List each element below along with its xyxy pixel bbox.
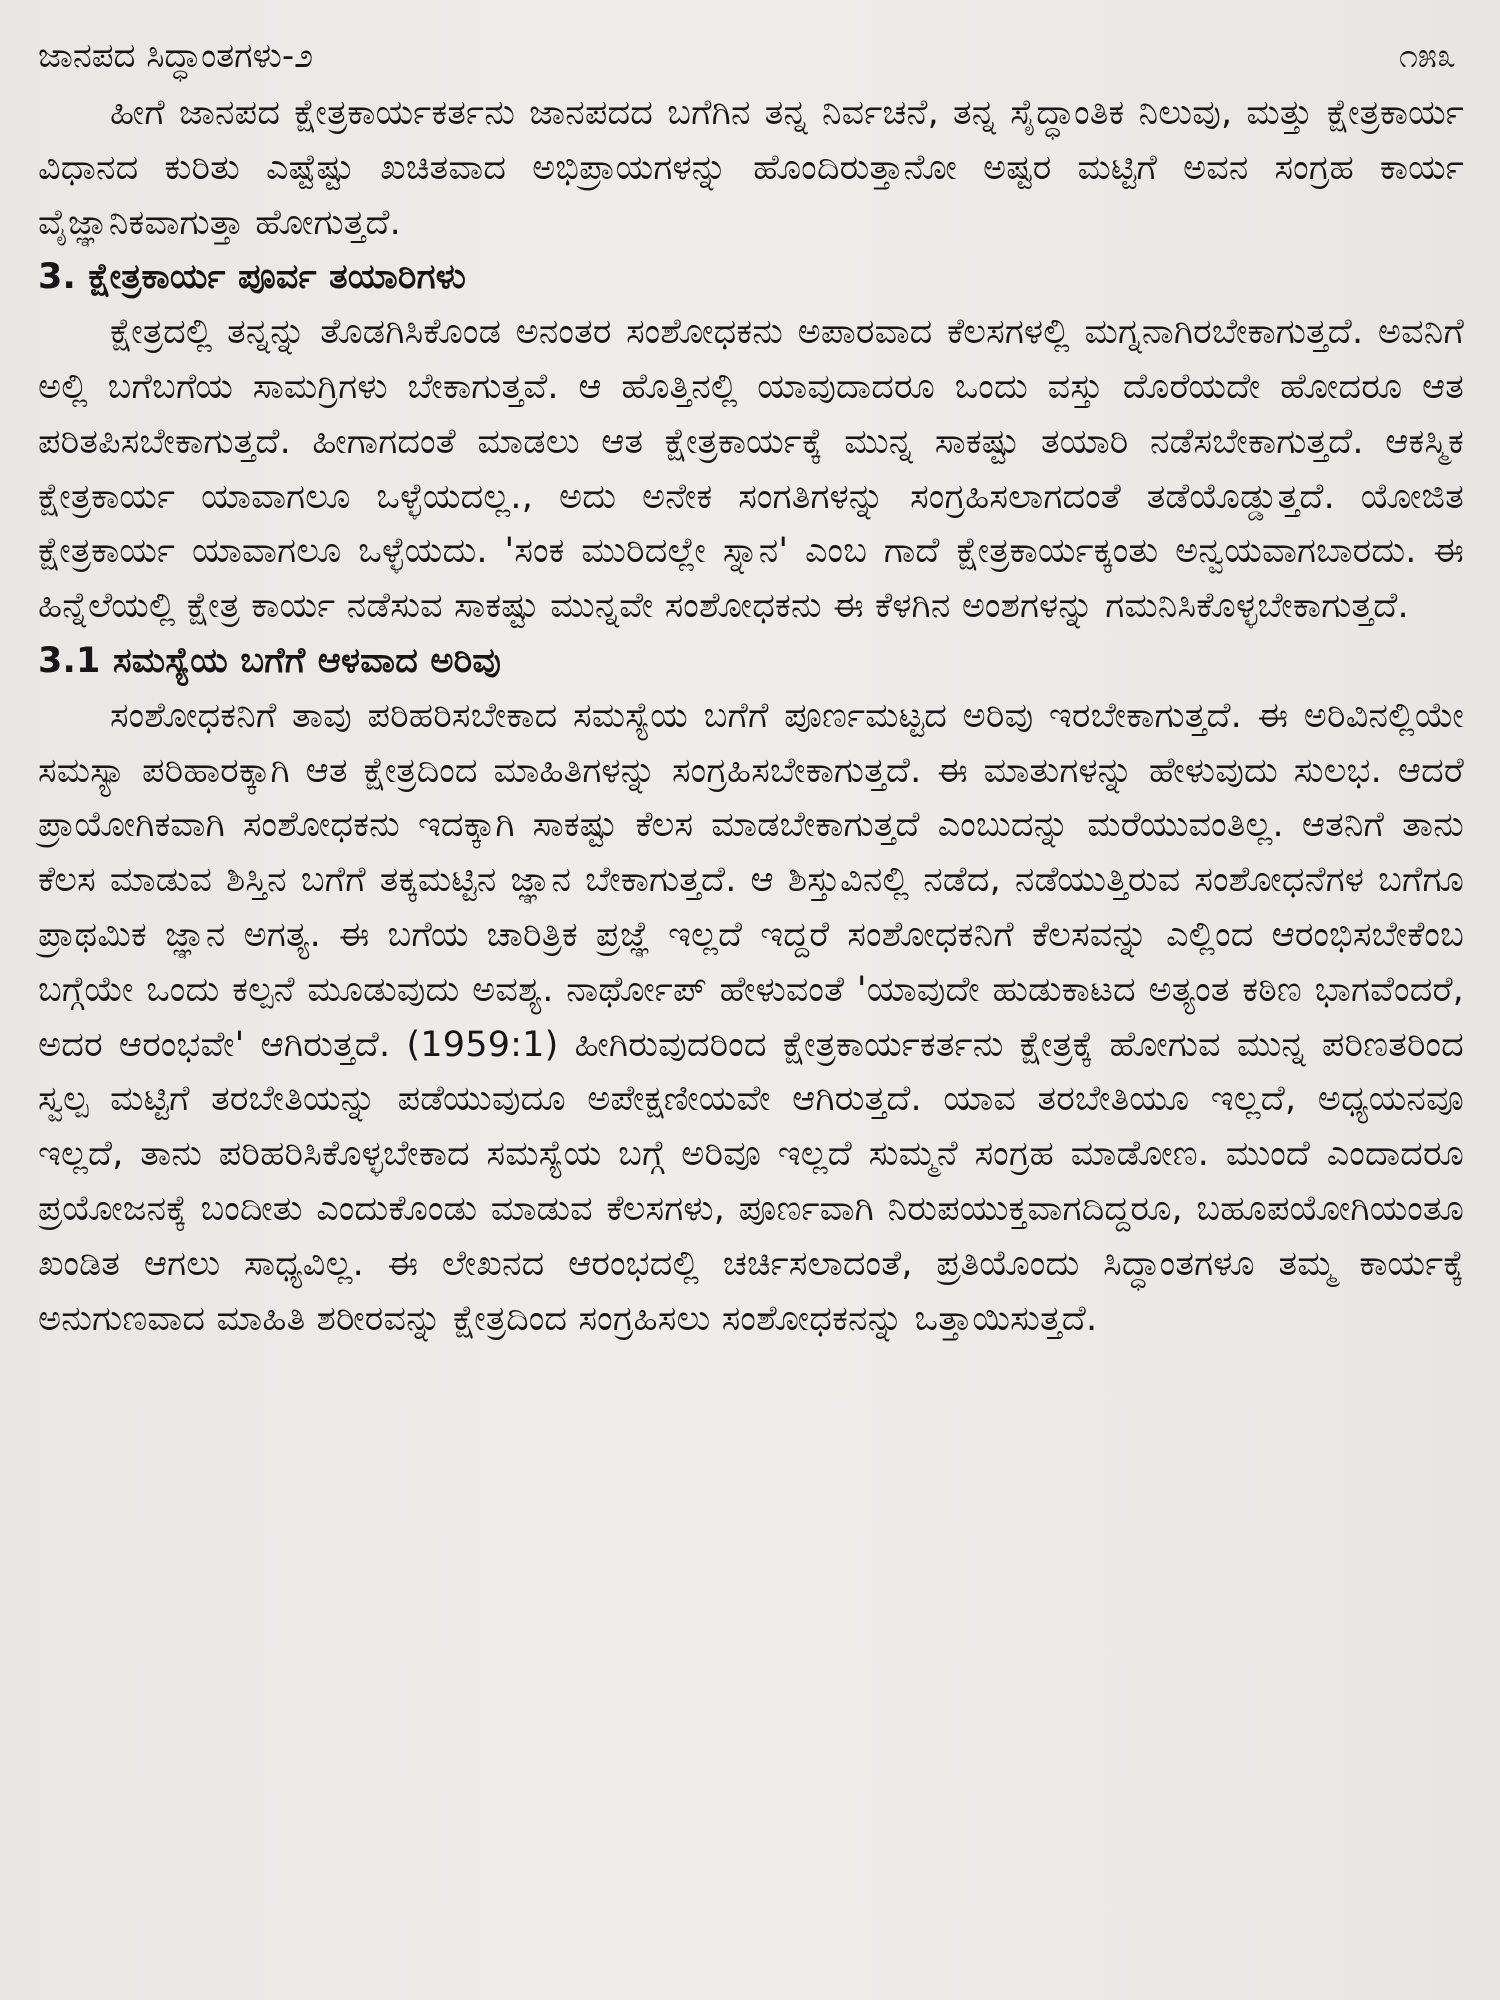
paragraph-preparations: ಕ್ಷೇತ್ರದಲ್ಲಿ ತನ್ನನ್ನು ತೊಡಗಿಸಿಕೊಂಡ ಅನಂತರ ಸಂಶೋಧಕನು ಅಪಾರವಾದ ಕೆಲಸಗಳಲ್ಲಿ ಮಗ್ನನಾಗಿರಬೇಕಾಗುತ್ತದೆ. ಅವನಿಗೆ ಅಲ್ಲಿ ಬಗೆಬಗೆಯ ಸಾಮಗ್ರಿಗಳು ಬೇಕಾಗುತ್ತವೆ. ಆ ಹೊತ್ತಿನಲ್ಲಿ ಯಾವುದಾದರೂ ಒಂದು ವಸ್ತು ದೊರೆಯದೇ ಹೋದರೂ ಆತ ಪರಿತಪಿಸಬೇಕಾಗುತ್ತದೆ. ಹೀಗಾಗದಂತೆ ಮಾಡಲು ಆತ ಕ್ಷೇತ್ರಕಾರ್ಯಕ್ಕೆ ಮುನ್ನ ಸಾಕಷ್ಟು ತಯಾರಿ ನಡೆಸಬೇಕಾಗುತ್ತದೆ. ಆಕಸ್ಮಿಕ ಕ್ಷೇತ್ರಕಾರ್ಯ ಯಾವಾಗಲೂ ಒಳ್ಳೆಯದಲ್ಲ., ಅದು ಅನೇಕ ಸಂಗತಿಗಳನ್ನು ಸಂಗ್ರಹಿಸಲಾಗದಂತೆ ತಡೆಯೊಡ್ಡುತ್ತದೆ. ಯೋಜಿತ ಕ್ಷೇತ್ರಕಾರ್ಯ ಯಾವಾಗಲೂ ಒಳ್ಳೆಯದು. 'ಸಂಕ ಮುರಿದಲ್ಲೇ ಸ್ನಾನ' ಎಂಬ ಗಾದೆ ಕ್ಷೇತ್ರಕಾರ್ಯಕ್ಕಂತು ಅನ್ವಯವಾಗಬಾರದು. ಈ ಹಿನ್ನೆಲೆಯಲ್ಲಿ ಕ್ಷೇತ್ರ ಕಾರ್ಯ ನಡೆಸುವ ಸಾಕಷ್ಟು ಮುನ್ನವೇ ಸಂಶೋಧಕನು ಈ ಕೆಳಗಿನ ಅಂಶಗಳನ್ನು ಗಮನಿಸಿಕೊಳ್ಳಬೇಕಾಗುತ್ತದೆ. xyxy=(38,312,1464,627)
paragraph-intro: ಹೀಗೆ ಜಾನಪದ ಕ್ಷೇತ್ರಕಾರ್ಯಕರ್ತನು ಜಾನಪದದ ಬಗೆಗಿನ ತನ್ನ ನಿರ್ವಚನೆ, ತನ್ನ ಸೈದ್ಧಾಂತಿಕ ನಿಲುವು, ಮತ್ತು ಕ್ಷೇತ್ರಕಾರ್ಯ ವಿಧಾನದ ಕುರಿತು ಎಷ್ಟೆಷ್ಟು ಖಚಿತವಾದ ಅಭಿಪ್ರಾಯಗಳನ್ನು ಹೊಂದಿರುತ್ತಾನೋ ಅಷ್ಟರ ಮಟ್ಟಿಗೆ ಅವನ ಸಂಗ್ರಹ ಕಾರ್ಯ ವೈಜ್ಞಾನಿಕವಾಗುತ್ತಾ ಹೋಗುತ್ತದೆ. xyxy=(38,93,1464,243)
running-header xyxy=(38,28,1464,84)
paragraph-problem-awareness: ಸಂಶೋಧಕನಿಗೆ ತಾವು ಪರಿಹರಿಸಬೇಕಾದ ಸಮಸ್ಯೆಯ ಬಗೆಗೆ ಪೂರ್ಣಮಟ್ಟದ ಅರಿವು ಇರಬೇಕಾಗುತ್ತದೆ. ಈ ಅರಿವಿನಲ್ಲಿಯೇ ಸಮಸ್ಯಾ ಪರಿಹಾರಕ್ಕಾಗಿ ಆತ ಕ್ಷೇತ್ರದಿಂದ ಮಾಹಿತಿಗಳನ್ನು ಸಂಗ್ರಹಿಸಬೇಕಾಗುತ್ತದೆ. ಈ ಮಾತುಗಳನ್ನು ಹೇಳುವುದು ಸುಲಭ. ಆದರೆ ಪ್ರಾಯೋಗಿಕವಾಗಿ ಸಂಶೋಧಕನು ಇದಕ್ಕಾಗಿ ಸಾಕಷ್ಟು ಕೆಲಸ ಮಾಡಬೇಕಾಗುತ್ತದೆ ಎಂಬುದನ್ನು ಮರೆಯುವಂತಿಲ್ಲ. ಆತನಿಗೆ ತಾನು ಕೆಲಸ ಮಾಡುವ ಶಿಸ್ತಿನ ಬಗೆಗೆ ತಕ್ಕಮಟ್ಟಿನ ಜ್ಞಾನ ಬೇಕಾಗುತ್ತದೆ. ಆ ಶಿಸ್ತುವಿನಲ್ಲಿ ನಡೆದ, ನಡೆಯುತ್ತಿರುವ ಸಂಶೋಧನೆಗಳ ಬಗೆಗೂ ಪ್ರಾಥಮಿಕ ಜ್ಞಾನ ಅಗತ್ಯ. ಈ ಬಗೆಯ ಚಾರಿತ್ರಿಕ ಪ್ರಜ್ಞೆ ಇಲ್ಲದೆ ಇದ್ದರೆ ಸಂಶೋಧಕನಿಗೆ ಕೆಲಸವನ್ನು ಎಲ್ಲಿಂದ ಆರಂಭಿಸಬೇಕೆಂಬ ಬಗ್ಗೆಯೇ ಒಂದು ಕಲ್ಪನೆ ಮೂಡುವುದು ಅವಶ್ಯ. ನಾರ್ಥೋಪ್ ಹೇಳುವಂತೆ 'ಯಾವುದೇ ಹುಡುಕಾಟದ ಅತ್ಯಂತ ಕಠಿಣ ಭಾಗವೆಂದರೆ, ಅದರ ಆರಂಭವೇ' ಆಗಿರುತ್ತದೆ. (1959:1) ಹೀಗಿರುವುದರಿಂದ ಕ್ಷೇತ್ರಕಾರ್ಯಕರ್ತನು ಕ್ಷೇತ್ರಕ್ಕೆ ಹೋಗುವ ಮುನ್ನ ಪರಿಣತರಿಂದ ಸ್ವಲ್ಪ ಮಟ್ಟಿಗೆ ತರಬೇತಿಯನ್ನು ಪಡೆಯುವುದೂ ಅಪೇಕ್ಷಣೀಯವೇ ಆಗಿರುತ್ತದೆ. ಯಾವ ತರಬೇತಿಯೂ ಇಲ್ಲದೆ, ಅಧ್ಯಯನವೂ ಇಲ್ಲದೆ, ತಾನು ಪರಿಹರಿಸಿಕೊಳ್ಳಬೇಕಾದ ಸಮಸ್ಯೆಯ ಬಗ್ಗೆ ಅರಿವೂ ಇಲ್ಲದೆ ಸುಮ್ಮನೆ ಸಂಗ್ರಹ ಮಾಡೋಣ. ಮುಂದೆ ಎಂದಾದರೂ ಪ್ರಯೋಜನಕ್ಕೆ ಬಂದೀತು ಎಂದುಕೊಂಡು ಮಾಡುವ ಕೆಲಸಗಳು, ಪೂರ್ಣವಾಗಿ ನಿರುಪಯುಕ್ತವಾಗದಿದ್ದರೂ, ಬಹೂಪಯೋಗಿಯಂತೂ ಖಂಡಿತ ಆಗಲು ಸಾಧ್ಯವಿಲ್ಲ. ಈ ಲೇಖನದ ಆರಂಭದಲ್ಲಿ ಚರ್ಚಿಸಲಾದಂತೆ, ಪ್ರತಿಯೊಂದು ಸಿದ್ಧಾಂತಗಳೂ ತಮ್ಮ ಕಾರ್ಯಕ್ಕೆ ಅನುಗುಣವಾದ ಮಾಹಿತಿ ಶರೀರವನ್ನು ಕ್ಷೇತ್ರದಿಂದ ಸಂಗ್ರಹಿಸಲು ಸಂಶೋಧಕನನ್ನು ಒತ್ತಾಯಿಸುತ್ತದೆ. xyxy=(38,695,1464,1339)
section-heading-3: 3. ಕ್ಷೇತ್ರಕಾರ್ಯ ಪೂರ್ವ ತಯಾರಿಗಳು xyxy=(38,257,467,298)
page-number: ೧೫೩ xyxy=(1398,36,1456,76)
section-heading-3-1: 3.1 ಸಮಸ್ಯೆಯ ಬಗೆಗೆ ಆಳವಾದ ಅರಿವು xyxy=(38,640,502,681)
running-title: ಜಾನಪದ ಸಿದ್ಧಾಂತಗಳು-೨ xyxy=(38,36,314,76)
